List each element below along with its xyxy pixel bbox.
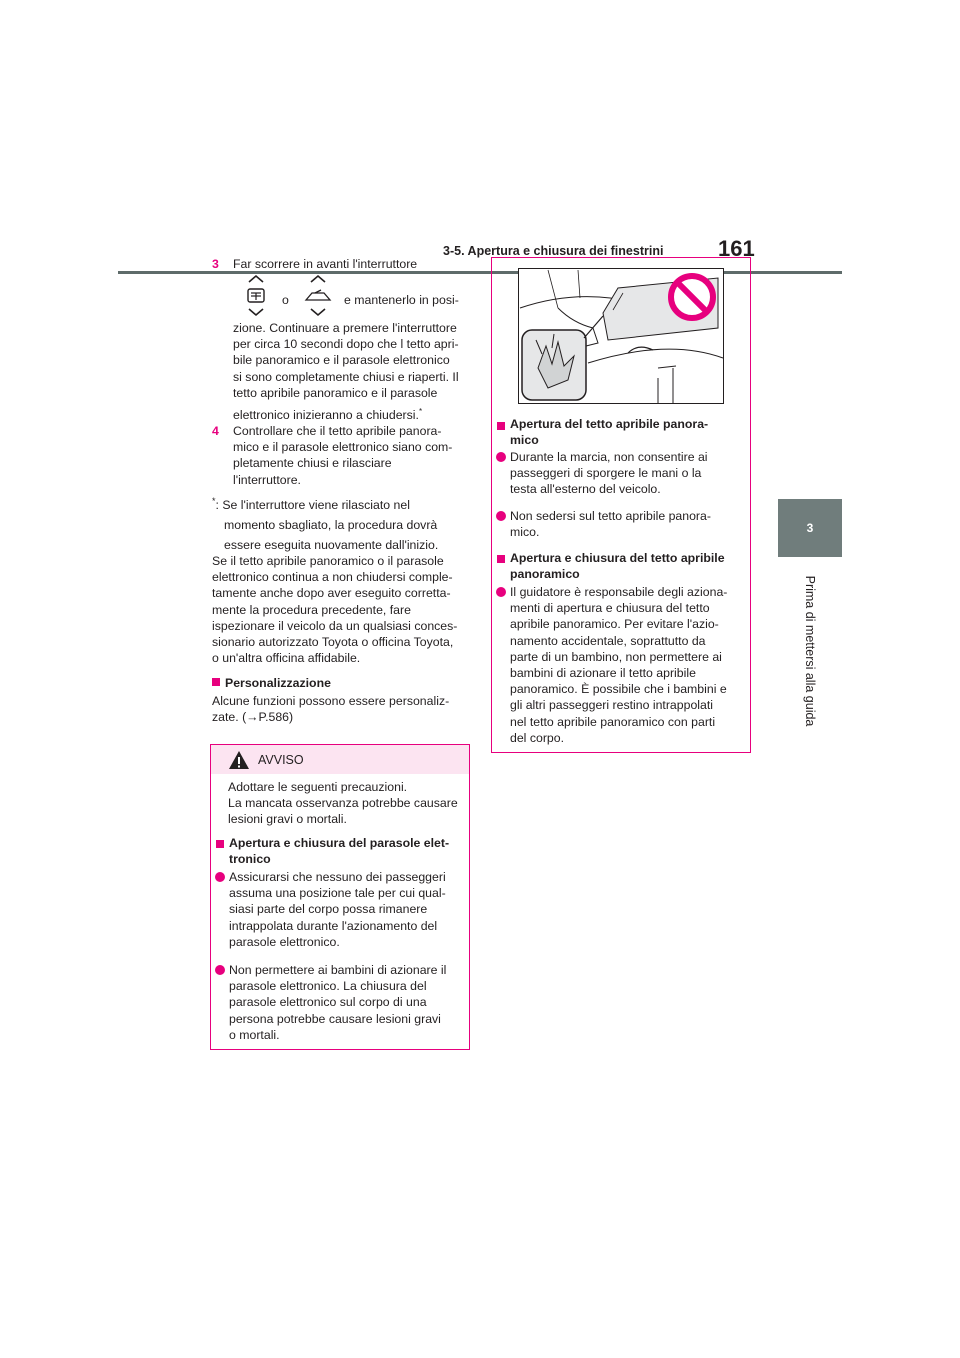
warning-triangle-icon [228,750,250,770]
text-line: Assicurarsi che nessuno dei passeggeri [229,870,446,884]
right-bullet-1 [510,449,708,498]
chapter-number: 3 [806,521,814,535]
text-line: tamente anche dopo aver eseguito corretta- [212,586,451,601]
text-line: persona potrebbe causare lesioni gravi [229,1011,441,1026]
warning-intro [228,779,458,828]
text-line: panoramico. È possibile che i bambini e [510,682,727,697]
text-line: nel tetto apribile panoramico con parti [510,714,716,729]
text-line: namento accidentale, soprattutto da [510,633,706,648]
text-line: Il guidatore è responsabile degli aziona- [510,585,728,599]
text-line: parasole elettronico sul corpo di una [229,995,427,1010]
personalization-heading: Personalizzazione [212,675,331,691]
text-line: Controllare che il tetto apribile panora- [233,424,442,438]
page-number: 161 [718,236,755,261]
round-bullet-icon [496,587,506,597]
text-line: panoramico [510,567,580,582]
right-heading-1 [510,416,708,448]
text-line: zate. (→P.586) [212,710,294,725]
text-line: testa all'esterno del veicolo. [510,482,661,497]
text-line: Alcune funzioni possono essere personaliz- [212,694,450,708]
sunshade-switch-icon [244,273,268,319]
step-3-line2-tail: e mantenerlo in posi- [344,293,459,307]
chapter-title: Prima di mettersi alla guida [803,575,817,727]
text-line: parasole elettronico. La chiusura del [229,979,427,994]
text-line: Se il tetto apribile panoramico o il parasole [212,554,444,568]
square-bullet-icon [497,555,505,563]
step-3-line1: Far scorrere in avanti l'interruttore [233,257,418,271]
text-line: mico e il parasole elettronico siano com- [233,440,453,455]
text-line: o mortali. [229,1027,280,1042]
text-line: bile panoramico e il parasole elettronico [233,353,450,368]
body-paragraph [212,553,457,666]
text-line: mente la procedura precedente, fare [212,602,411,617]
personalization-body [212,693,449,725]
text-line: mico. [510,525,540,540]
square-bullet-icon [212,678,220,686]
text-line: Apertura e chiusura del parasole elet- [229,836,450,850]
round-bullet-icon [215,965,225,975]
footnote [212,491,438,555]
chapter-title-tab [777,566,843,736]
text-line: parasole elettronico. [229,934,340,949]
text-line: pletamente chiusi e rilasciare [233,456,392,471]
square-bullet-icon [497,422,505,430]
prohibition-icon [667,272,717,322]
warning-title: AVVISO [258,753,304,767]
text-line: Apertura e chiusura del tetto apribile [510,551,725,565]
text-line: essere eseguita nuovamente dall'inizio. [224,538,439,553]
text-line: o un'altra officina affidabile. [212,651,361,666]
step-4-body [233,423,452,488]
text-line: bambini di azionare il tetto apribile [510,666,696,681]
text-line: siasi parte del corpo possa rimanere [229,902,428,917]
text-line: elettronico continua a non chiudersi comple- [212,570,453,585]
text-line: ispezionare il veicolo da un qualsiasi conces- [212,618,458,633]
text-line: tronico [229,852,271,867]
right-bullet-2 [510,508,711,540]
step-3-number: 3 [212,257,219,271]
warning-bullet-1 [229,869,446,950]
text-line: momento sbagliato, la procedura dovrà [224,518,438,533]
text-line: intrappolata durante l'azionamento del [229,918,438,933]
text-line: apribile panoramico. Per evitare l'azio- [510,617,719,632]
round-bullet-icon [496,452,506,462]
text-line: parte di un bambino, non permettere ai [510,649,722,664]
round-bullet-icon [496,511,506,521]
text-line: assuma una posizione tale per cui qual- [229,886,446,901]
text-line: elettronico inizieranno a chiudersi.* [233,407,423,423]
text-line: Apertura del tetto apribile panora- [510,417,709,431]
warning-heading [229,835,449,867]
right-heading-2 [510,550,725,582]
text-line: La mancata osservanza potrebbe causare [228,796,458,811]
text-line: gli altri passeggeri restino intrappolati [510,698,714,713]
right-bullet-3 [510,584,727,746]
text-line: passeggeri di sporgere le mani o la [510,466,702,481]
text-line: *: Se l'interruttore viene rilasciato nel [212,496,410,513]
step-3-body [233,320,459,423]
text-line: Adottare le seguenti precauzioni. [228,780,408,794]
text-line: lesioni gravi o mortali. [228,812,347,827]
square-bullet-icon [216,840,224,848]
text-line: si sono completamente chiusi e riaperti. Il [233,369,459,384]
sunroof-switch-icon [303,273,333,319]
text-line: Non permettere ai bambini di azionare il [229,963,447,977]
text-line: Non sedersi sul tetto apribile panora- [510,509,711,523]
section-title: 3-5. Apertura e chiusura dei finestrini [443,244,664,258]
text-line: menti di apertura e chiusura del tetto [510,601,710,616]
chapter-tab [778,499,842,557]
or-word: o [282,293,289,307]
text-line: Durante la marcia, non consentire ai [510,450,708,464]
step-4-number: 4 [212,424,219,438]
text-line: per circa 10 secondi dopo che l tetto apri- [233,337,459,352]
text-line: sionario autorizzato Toyota o officina Toyota, [212,635,454,650]
text-line: tetto apribile panoramico e il parasole [233,385,438,400]
text-line: l'interruttore. [233,472,301,487]
warning-bullet-2 [229,962,446,1043]
footnote-ref: * [418,407,423,417]
round-bullet-icon [215,872,225,882]
text-line: mico [510,433,539,448]
text-line: zione. Continuare a premere l'interruttore [233,321,457,335]
text-line: del corpo. [510,730,565,745]
